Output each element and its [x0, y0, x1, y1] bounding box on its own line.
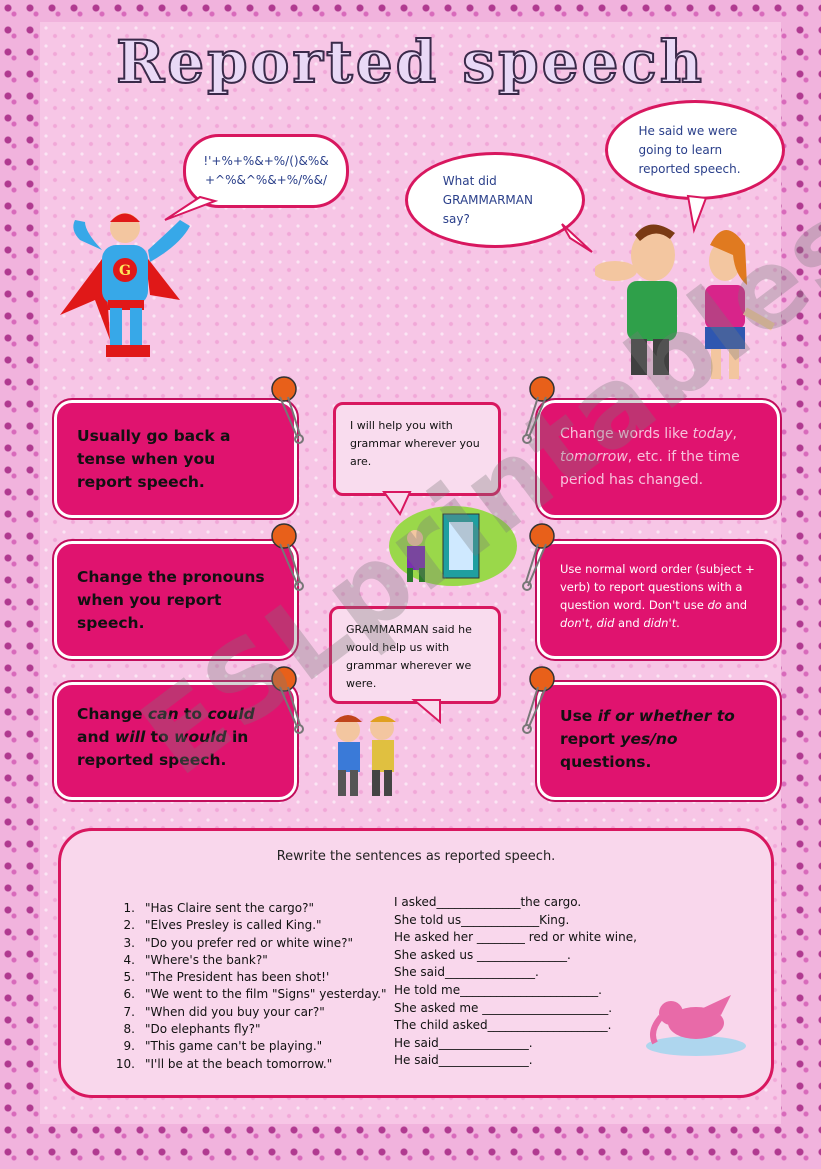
question-speech-bubble	[405, 152, 585, 248]
rule-yesno-yes-no: yes/no	[620, 730, 678, 748]
question-item	[107, 987, 387, 1004]
question-text: "The President has been shot!'	[145, 970, 330, 985]
question-bubble-text: What did GRAMMARMAN say?	[442, 173, 533, 226]
direct-speech-text: I will help you with grammar wherever you are.	[350, 419, 480, 468]
exercise-panel	[58, 828, 774, 1098]
safety-pin-icon	[270, 375, 304, 445]
question-number: 7.	[123, 1004, 135, 1019]
question-number: 2.	[123, 918, 135, 933]
answer-line: He said_______________.	[394, 1035, 533, 1050]
hero-emblem-letter: G	[119, 263, 131, 279]
question-item	[107, 936, 387, 953]
question-text: "I'll be at the beach tomorrow."	[145, 1056, 333, 1071]
question-number: 5.	[123, 970, 135, 985]
answer-line: She asked me _____________________.	[394, 1000, 613, 1015]
bubble-tail	[560, 220, 600, 256]
rule-modals-text: to	[145, 728, 175, 746]
rule-order-text: .	[676, 616, 680, 630]
safety-pin-icon	[270, 665, 304, 735]
rule-box-time-words	[537, 400, 780, 518]
question-text: "Do you prefer red or white wine?"	[145, 935, 354, 950]
rule-order-text: ,	[589, 616, 597, 630]
rule-order-text: Use normal word order (subject + verb) to report questions with a question word. Don't use	[560, 562, 755, 612]
question-item	[107, 1039, 387, 1056]
rule-modals-will: will	[115, 728, 146, 746]
question-item	[107, 1022, 387, 1039]
answer-line: He told me_______________________.	[394, 982, 602, 997]
rule-tense-text: Usually go back a tense when you report speech.	[77, 427, 231, 491]
question-text: "We went to the film "Signs" yesterday."	[145, 987, 387, 1002]
exercise-title: Rewrite the sentences as reported speech.	[276, 849, 556, 864]
rule-box-tense	[54, 400, 297, 518]
question-item	[107, 1005, 387, 1022]
rule-order-dont: don't	[560, 616, 590, 630]
rule-order-didnt: didn't	[643, 616, 677, 630]
rule-yesno-text: Use	[560, 707, 598, 725]
rule-time-text: , etc. if the time period has changed.	[560, 449, 740, 488]
question-item	[107, 953, 387, 970]
reported-speech-bubble	[329, 606, 501, 704]
answer-bubble-text: He said we were going to learn reported speech.	[638, 123, 741, 176]
question-number: 6.	[123, 987, 135, 1002]
question-text: "Has Claire sent the cargo?"	[145, 901, 315, 915]
symbols-line-1: !'+%+%&+%/()&%&	[203, 154, 329, 168]
rule-order-did: did	[596, 616, 615, 630]
answer-line: She told us_____________King.	[394, 912, 570, 927]
question-text: "Elves Presley is called King."	[145, 918, 322, 933]
phone-booth-illustration	[385, 500, 520, 590]
safety-pin-icon	[270, 522, 304, 592]
answer-line: She said_______________.	[394, 965, 539, 980]
bubble-tail	[410, 698, 450, 726]
rule-modals-would: would	[174, 728, 227, 746]
question-item	[107, 1057, 387, 1074]
rule-modals-can: can	[147, 705, 179, 723]
question-number: 10.	[115, 1056, 135, 1071]
rule-modals-could: could	[207, 705, 255, 723]
question-item	[107, 918, 387, 935]
question-text: "Where's the bank?"	[145, 952, 268, 967]
couple-illustration	[595, 215, 780, 390]
answer-list	[394, 895, 637, 1071]
answer-line: He asked her ________ red or white wine,	[394, 930, 637, 945]
question-text: "This game can't be playing."	[145, 1039, 323, 1054]
rule-modals-text: to	[178, 705, 208, 723]
rule-box-pronouns	[54, 541, 297, 659]
symbols-line-2: +^%&^%&+%/%&/	[205, 173, 327, 187]
rule-order-do: do	[707, 598, 722, 612]
rule-yesno-text: report	[560, 730, 621, 748]
question-number: 9.	[123, 1039, 135, 1054]
bubble-tail	[160, 195, 220, 225]
rule-modals-text: Change	[77, 705, 148, 723]
question-text: "Do elephants fly?"	[145, 1022, 261, 1037]
gossip-people-illustration	[320, 708, 410, 803]
reported-speech-text: GRAMMARMAN said he would help us with grammar wherever we were.	[346, 623, 472, 690]
question-item	[107, 901, 387, 918]
rule-modals-text: and	[77, 728, 115, 746]
rule-time-text: ,	[732, 426, 737, 442]
rule-box-word-order	[537, 541, 780, 659]
rule-order-text: and	[614, 616, 644, 630]
question-number: 3.	[123, 935, 135, 950]
flying-elephant-illustration	[641, 991, 751, 1061]
answer-line: He said_______________.	[394, 1053, 533, 1068]
answer-line: The child asked____________________.	[394, 1018, 612, 1033]
rule-order-text: and	[721, 598, 748, 612]
question-list	[107, 901, 387, 1074]
rule-time-text: Change words like	[560, 426, 693, 442]
question-item	[107, 970, 387, 987]
rule-time-tomorrow: tomorrow	[560, 449, 628, 465]
question-text: "When did you buy your car?"	[145, 1004, 325, 1019]
answer-speech-bubble	[605, 100, 785, 200]
safety-pin-icon	[522, 375, 556, 445]
safety-pin-icon	[522, 522, 556, 592]
answer-line: She asked us _______________.	[394, 947, 571, 962]
rule-yesno-text: questions.	[560, 753, 652, 771]
rule-modals-text: in reported speech.	[77, 728, 249, 769]
question-number: 1.	[123, 901, 135, 915]
safety-pin-icon	[522, 665, 556, 735]
rule-box-modals	[54, 682, 297, 800]
direct-speech-bubble	[333, 402, 501, 496]
rule-time-today: today	[692, 426, 733, 442]
question-number: 8.	[123, 1022, 135, 1037]
rule-yesno-if-whether: if or whether to	[597, 707, 735, 725]
answer-line: I asked______________the cargo.	[394, 895, 582, 909]
question-number: 4.	[123, 952, 135, 967]
page-title: Reported speech	[116, 28, 705, 96]
rule-pronouns-text: Change the pronouns when you report speech.	[77, 568, 265, 632]
rule-box-yes-no	[537, 682, 780, 800]
